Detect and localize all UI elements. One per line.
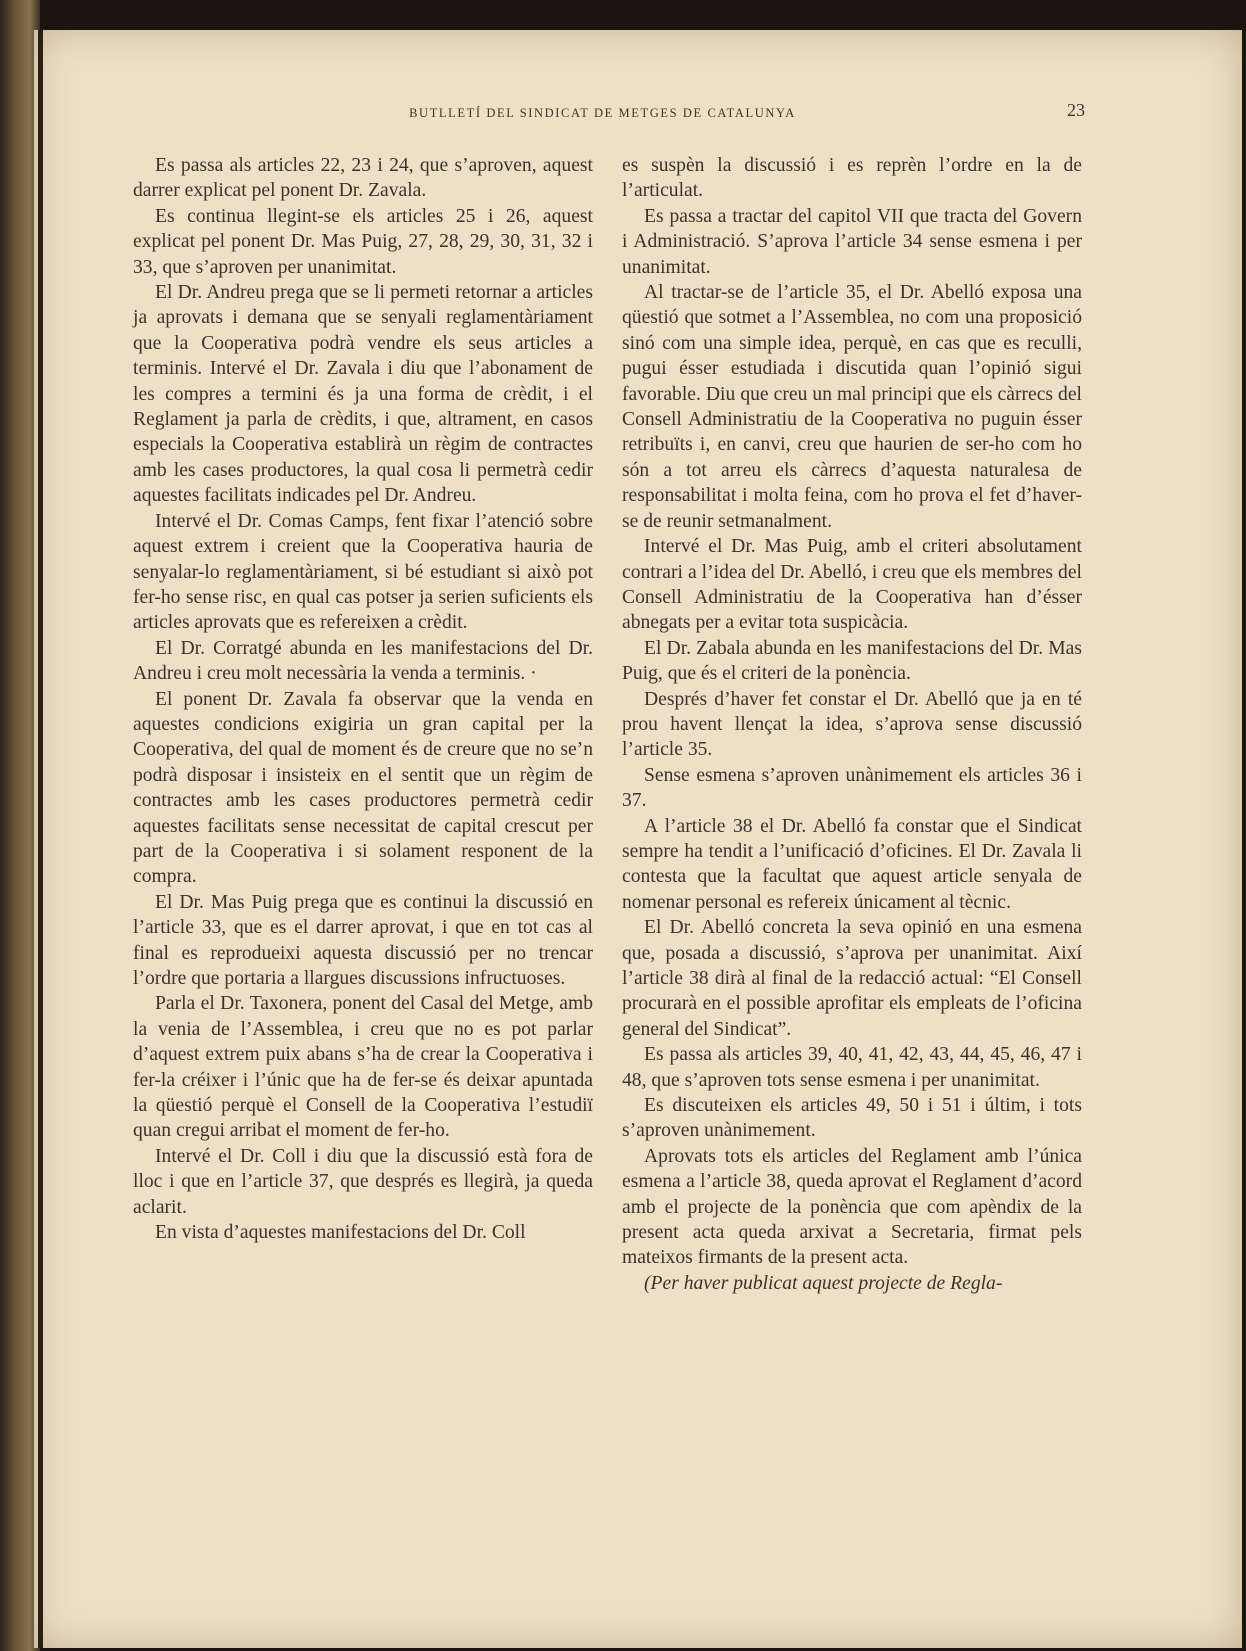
continued-paragraph: es suspèn la discussió i es reprèn l’ordre en la de l’articulat. xyxy=(622,155,1082,202)
running-head: BUTLLETÍ DEL SINDICAT DE METGES DE CATALUNYA xyxy=(409,106,796,120)
paragraph: El Dr. Zabala abunda en les manifestacions del Dr. Mas Puig, que és el criteri de la ponència. xyxy=(622,637,1082,685)
paragraph: Intervé el Dr. Mas Puig, amb el criteri absolutament contrari a l’idea del Dr. Abelló, i creu que els membres del Consell Administratiu de la Cooperativa han d’ésser abnegats per a evitar tota suspicàcia. xyxy=(622,536,1082,634)
page-header xyxy=(120,100,1085,128)
italic-note: (Per haver publicat aquest projecte de Regla- xyxy=(644,1272,1003,1294)
paragraph: Es passa als articles 22, 23 i 24, que s’aproven, aquest darrer explicat pel ponent Dr. Zavala. xyxy=(133,155,593,202)
paragraph: A l’article 38 el Dr. Abelló fa constar que el Sindicat sempre ha tendit a l’unificació d’oficines. El Dr. Zavala li contesta que la facultat que aquest article senyala de nomenar personal es refereix únicament al tècnic. xyxy=(622,815,1082,913)
paragraph: Al tractar-se de l’article 35, el Dr. Abelló exposa una qüestió que sotmet a l’Assemblea, no com una proposició sinó com una simple idea, perquè, en cas que es reculli, pugui ésser estudiada i discutida quan l’opinió sigui favorable. Diu que creu un mal principi que els càrrecs del Consell Administratiu de la Cooperativa no puguin ésser retribuïts i, en canvi, creu que haurien de ser-ho com ho són a tot arreu els càrrecs d’aquesta naturalesa de responsabilitat i molta feina, com ho prova el fet d’haver-se de reunir setmanalment. xyxy=(622,282,1082,532)
paragraph: El Dr. Mas Puig prega que es continui la discussió en l’article 33, que es el darrer aprovat, i que en tot cas al final es reprodueixi aquesta discussió per no trencar l’ordre que portaria a llargues discussions infructuoses. xyxy=(133,891,593,989)
paragraph: El ponent Dr. Zavala fa observar que la venda en aquestes condicions exigiria un gran capital per la Cooperativa, del qual de moment és de creure que no se’n podrà disposar i insisteix en el sentit que un règim de contractes amb les cases productores permetrà cedir aquestes facilitats sense necessitat de capital crescut per part de la Cooperativa i si solament responent de la compra. xyxy=(133,688,593,888)
paragraph: Intervé el Dr. Coll i diu que la discussió està fora de lloc i que en l’article 37, que després es llegirà, ja queda aclarit. xyxy=(133,1145,593,1218)
paragraph: Es continua llegint-se els articles 25 i 26, aquest explicat pel ponent Dr. Mas Puig, 27, 28, 29, 30, 31, 32 i 33, que s’aproven per unanimitat. xyxy=(133,205,593,278)
paragraph: Parla el Dr. Taxonera, ponent del Casal del Metge, amb la venia de l’Assemblea, i creu que no es pot parlar d’aquest extrem puix abans s’ha de crear la Cooperativa i fer-la créixer i l’únic que ha de fer-se és deixar apuntada la qüestió perquè el Consell de la Cooperativa l’estudiï quan cregui arribat el moment de fer-ho. xyxy=(133,993,593,1142)
paragraph: Sense esmena s’aproven unànimement els articles 36 i 37. xyxy=(622,764,1082,812)
paragraph: El Dr. Andreu prega que se li permeti retornar a articles ja aprovats i demana que se senyali reglamentàriament que la Cooperativa podrà vendre els seus articles a terminis. Intervé el Dr. Zavala i diu que l’abonament de les compres a termini és ja una forma de crèdit, i el Reglament ja parla de crèdits, i que, altrament, en casos especials la Cooperativa establirà un règim de contractes amb les cases productores, la qual cosa li permetrà cedir aquestes facilitats indicades pel Dr. Andreu. xyxy=(133,282,593,507)
gutter-edge xyxy=(38,30,43,1648)
paragraph: Intervé el Dr. Comas Camps, fent fixar l’atenció sobre aquest extrem i creient que la Cooperativa hauria de senyalar-lo reglamentàriament, si bé estudiant si això pot fer-ho sense risc, en qual cas potser ja serien suficients els articles aprovats que es refereixen a crèdit. xyxy=(133,510,593,634)
left-column xyxy=(133,153,593,1245)
paragraph: Es passa als articles 39, 40, 41, 42, 43, 44, 45, 46, 47 i 48, que s’aproven tots sense esmena i per unanimitat. xyxy=(622,1044,1082,1091)
paragraph: El Dr. Corratgé abunda en les manifestacions del Dr. Andreu i creu molt necessària la venda a terminis. · xyxy=(133,637,593,685)
page-number: 23 xyxy=(1067,100,1085,120)
paragraph: El Dr. Abelló concreta la seva opinió en una esmena que, posada a discussió, s’aprova per unanimitat. Així l’article 38 dirà al final de la redacció actual: “El Consell procurarà en el possible aprofitar els empleats de l’oficina general del Sindicat”. xyxy=(622,917,1082,1040)
right-column xyxy=(622,153,1082,1296)
paragraph: En vista d’aquestes manifestacions del Dr. Coll xyxy=(155,1222,526,1244)
paragraph: Aprovats tots els articles del Reglament amb l’única esmena a l’article 38, queda aprovat el Reglament d’acord amb el projecte de la ponència que com apèndix de la present acta queda arxivat a Secretaria, firmat pels mateixos firmants de la present acta. xyxy=(622,1145,1082,1269)
paragraph: Es passa a tractar del capitol VII que tracta del Govern i Administració. S’aprova l’article 34 sense esmena i per unanimitat. xyxy=(622,205,1082,278)
paragraph: Es discuteixen els articles 49, 50 i 51 i últim, i tots s’aproven unànimement. xyxy=(622,1095,1082,1142)
paragraph: Després d’haver fet constar el Dr. Abelló que ja en té prou havent llençat la idea, s’aprova sense discussió l’article 35. xyxy=(622,688,1082,761)
